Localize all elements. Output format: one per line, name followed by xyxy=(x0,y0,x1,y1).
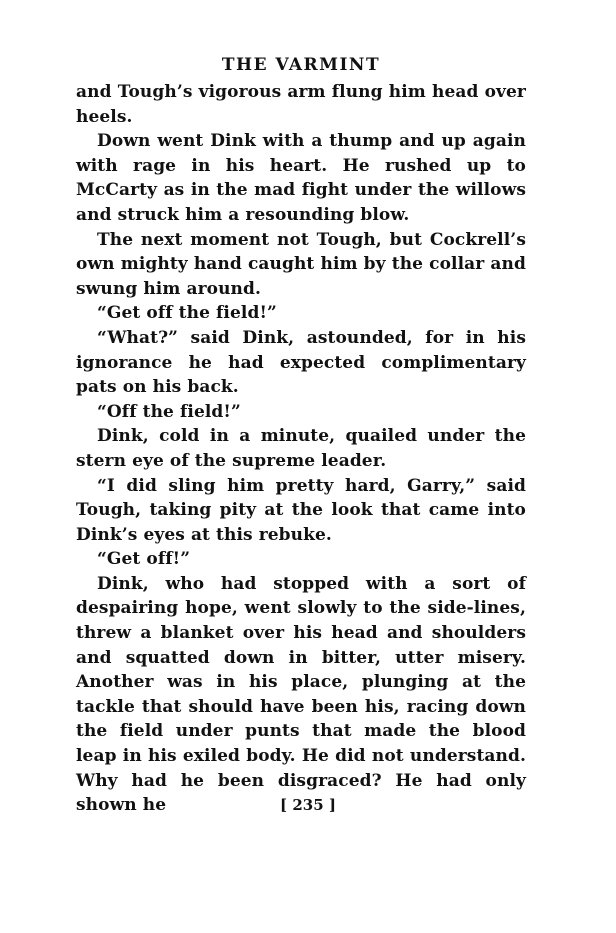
paragraph: Dink, cold in a minute, quailed under the stern eye of the supreme leader. xyxy=(76,426,526,471)
running-head: THE VARMINT xyxy=(221,55,381,75)
paragraph: Dink, who had stopped with a sort of despairing hope, went slowly to the side-lines, threw a blanket over his head and shoulders and squatted down in bitter, utter misery. Another was in his place, plunging at the tackle that should have been his, racing down the field under punts that made the blood leap in his exiled body. He did not understand. Why had he been disgraced? He had only shown he xyxy=(76,573,526,816)
paragraph: Down went Dink with a thump and up again with rage in his heart. He rushed up to McCarty as in the mad fight under the willows and struck him a resounding blow. xyxy=(76,131,526,225)
paragraph: The next moment not Tough, but Cockrell’s own mighty hand caught him by the collar and swung him around. xyxy=(76,229,526,299)
dialogue-line: “Get off!” xyxy=(97,549,191,570)
dialogue-line: “Get off the field!” xyxy=(97,303,277,324)
page-number: [ 235 ] xyxy=(280,796,336,814)
paragraph-continuation: and Tough’s vigorous arm flung him head over heels. xyxy=(76,82,526,127)
book-page xyxy=(76,52,526,818)
paragraph: “I did sling him pretty hard, Garry,” said Tough, taking pity at the look that came into Dink’s eyes at this rebuke. xyxy=(76,475,526,545)
paragraph: “What?” said Dink, astounded, for in his ignorance he had expected complimentary pats on his back. xyxy=(76,327,526,398)
dialogue-line: “Off the field!” xyxy=(97,401,241,422)
